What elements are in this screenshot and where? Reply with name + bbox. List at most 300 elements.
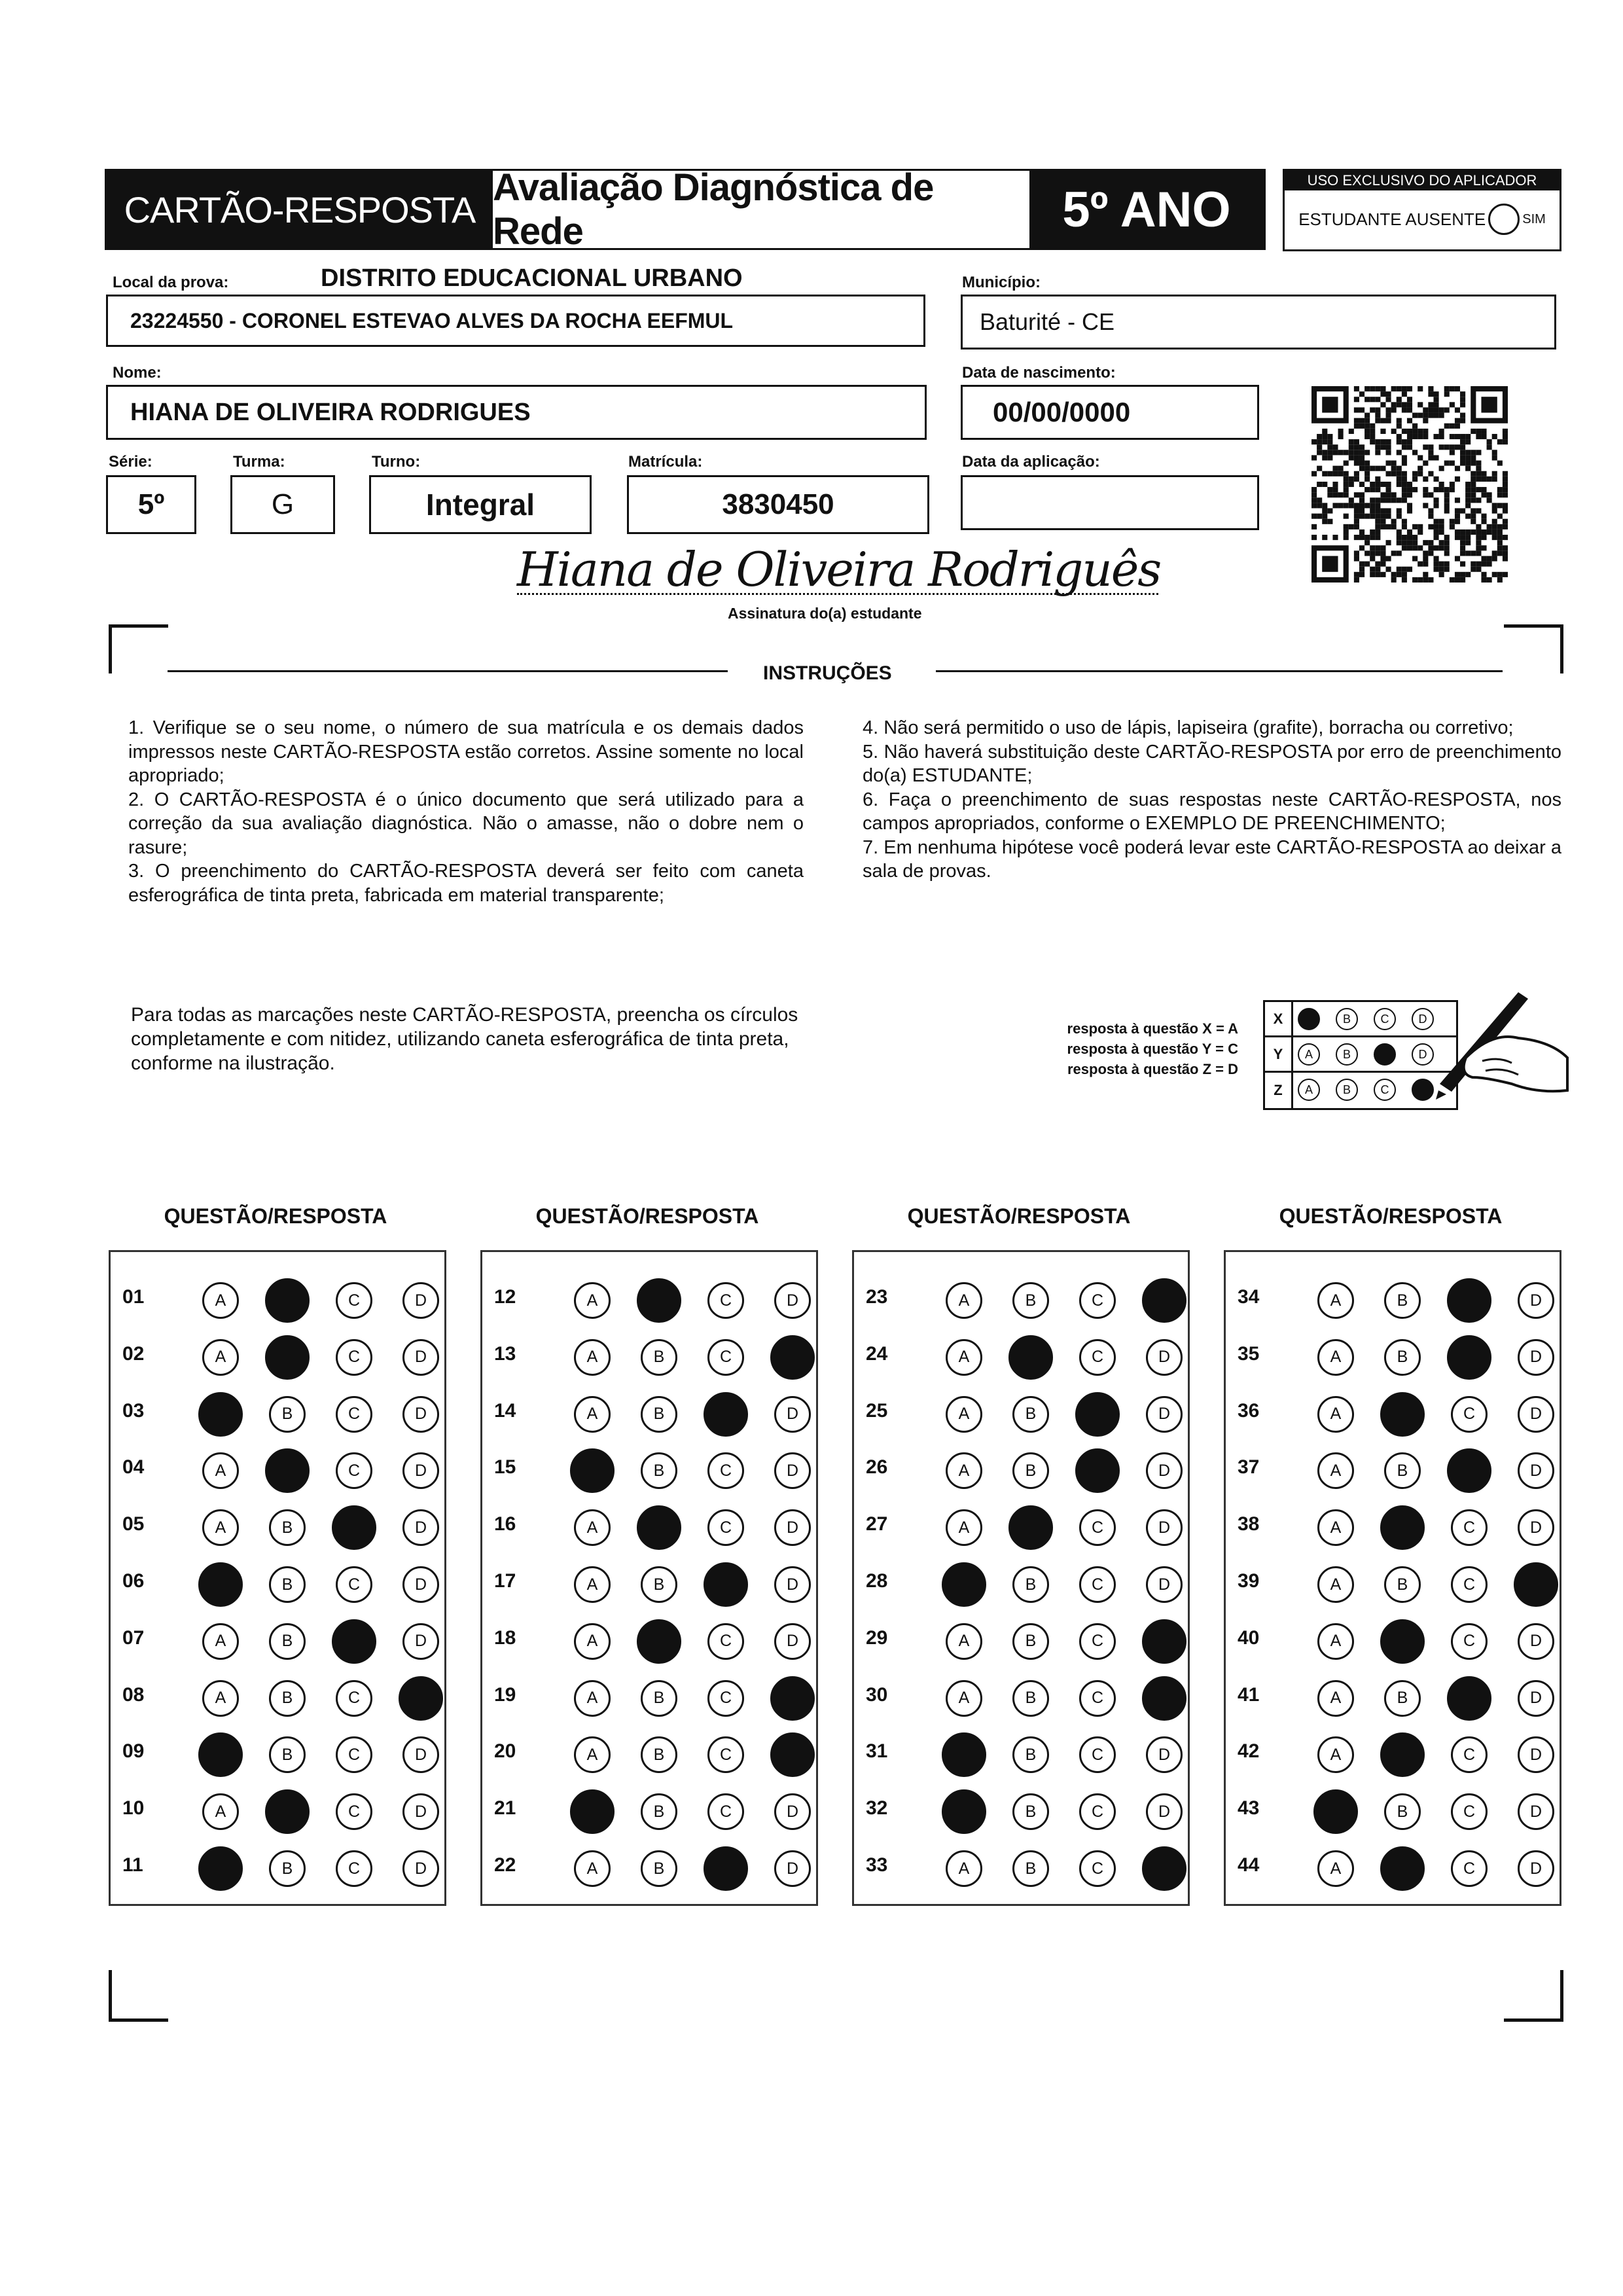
answer-bubble-b[interactable] <box>1380 1846 1425 1891</box>
example-bubble-a <box>1298 1008 1320 1030</box>
answer-bubble-a[interactable]: A <box>1317 1452 1354 1489</box>
question-number: 10 <box>122 1797 145 1820</box>
example-bubble-c: C <box>1374 1008 1396 1030</box>
answer-bubble-b[interactable] <box>265 1278 310 1323</box>
local-field: 23224550 - CORONEL ESTEVAO ALVES DA ROCHA EEFMUL <box>106 295 925 347</box>
answer-bubble-d[interactable]: D <box>402 1396 439 1433</box>
question-number: 38 <box>1238 1513 1260 1535</box>
answer-bubble-d[interactable]: D <box>774 1396 811 1433</box>
answer-bubble-c[interactable] <box>704 1562 748 1607</box>
instructions-rule-right <box>936 670 1503 672</box>
answer-bubble-c[interactable]: C <box>707 1509 744 1546</box>
answer-bubble-d[interactable]: D <box>402 1509 439 1546</box>
answer-bubble-b[interactable]: B <box>269 1736 306 1773</box>
answer-row <box>111 1782 444 1838</box>
answer-bubble-d[interactable]: D <box>402 1850 439 1887</box>
answer-bubble-b[interactable]: B <box>641 1396 677 1433</box>
answer-row <box>854 1327 1188 1384</box>
answer-bubble-a[interactable] <box>198 1562 243 1607</box>
answer-row <box>482 1611 816 1668</box>
answer-bubble-b[interactable]: B <box>1012 1793 1049 1830</box>
answer-bubble-d[interactable]: D <box>402 1339 439 1376</box>
answer-row <box>854 1554 1188 1611</box>
answer-bubble-b[interactable]: B <box>1012 1736 1049 1773</box>
answer-bubble-a[interactable]: A <box>574 1850 611 1887</box>
assessment-title: Avaliação Diagnóstica de Rede <box>493 171 1029 248</box>
answer-bubble-b[interactable] <box>637 1505 681 1550</box>
answer-bubble-d[interactable]: D <box>774 1793 811 1830</box>
answer-bubble-d[interactable]: D <box>1518 1793 1554 1830</box>
answer-bubble-a[interactable]: A <box>202 1339 239 1376</box>
answer-bubble-b[interactable]: B <box>1012 1282 1049 1319</box>
answer-row <box>1226 1327 1560 1384</box>
example-label-x: resposta à questão X = A <box>1067 1020 1238 1037</box>
answer-row <box>482 1498 816 1554</box>
answer-row <box>1226 1668 1560 1725</box>
question-number: 34 <box>1238 1286 1260 1308</box>
matricula-label: Matrícula: <box>628 453 703 471</box>
answer-bubble-c[interactable]: C <box>1451 1509 1488 1546</box>
answer-bubble-d[interactable]: D <box>1146 1793 1183 1830</box>
answer-bubble-d[interactable]: D <box>1518 1736 1554 1773</box>
question-number: 31 <box>866 1740 888 1763</box>
question-number: 14 <box>494 1399 516 1422</box>
answer-row <box>1226 1554 1560 1611</box>
answer-bubble-a[interactable]: A <box>574 1566 611 1603</box>
nome-field: HIANA DE OLIVEIRA RODRIGUES <box>106 385 927 440</box>
question-number: 15 <box>494 1456 516 1479</box>
answer-bubble-c[interactable]: C <box>707 1452 744 1489</box>
instruction-item: 5. Não haverá substituição deste CARTÃO-RESPOSTA por erro de preenchimento do(a) ESTUDANTE; <box>863 741 1561 786</box>
answer-bubble-a[interactable]: A <box>946 1396 982 1433</box>
answer-bubble-c[interactable]: C <box>1451 1793 1488 1830</box>
answer-bubble-b[interactable]: B <box>641 1339 677 1376</box>
answer-bubble-a[interactable]: A <box>946 1282 982 1319</box>
question-number: 44 <box>1238 1854 1260 1876</box>
answer-bubble-d[interactable]: D <box>1518 1339 1554 1376</box>
answer-bubble-a[interactable]: A <box>574 1339 611 1376</box>
answer-bubble-b[interactable]: B <box>1012 1623 1049 1660</box>
answer-bubble-d[interactable]: D <box>774 1509 811 1546</box>
answer-bubble-a[interactable] <box>198 1392 243 1437</box>
nascimento-label: Data de nascimento: <box>962 364 1116 382</box>
answer-row <box>854 1725 1188 1781</box>
answer-bubble-b[interactable] <box>637 1278 681 1323</box>
answer-bubble-a[interactable]: A <box>1317 1680 1354 1717</box>
answer-bubble-c[interactable]: C <box>707 1282 744 1319</box>
answer-bubble-d[interactable] <box>1142 1846 1186 1891</box>
answer-bubble-c[interactable]: C <box>1079 1680 1116 1717</box>
answer-bubble-d[interactable]: D <box>1146 1736 1183 1773</box>
answer-bubble-a[interactable]: A <box>1317 1850 1354 1887</box>
answer-bubble-a[interactable] <box>198 1732 243 1777</box>
serie-field: 5º <box>106 475 196 534</box>
answer-row <box>482 1441 816 1497</box>
answer-bubble-b[interactable] <box>1380 1505 1425 1550</box>
answer-bubble-b[interactable]: B <box>1384 1680 1421 1717</box>
question-number: 28 <box>866 1570 888 1592</box>
answer-bubble-c[interactable]: C <box>336 1736 372 1773</box>
example-bubble-d: D <box>1412 1008 1434 1030</box>
serie-label: Série: <box>109 453 152 471</box>
answer-row <box>482 1668 816 1725</box>
instruction-item: 4. Não será permitido o uso de lápis, lapiseira (grafite), borracha ou corretivo; <box>863 717 1514 738</box>
answer-row <box>482 1725 816 1781</box>
answer-bubble-a[interactable]: A <box>574 1282 611 1319</box>
question-number: 17 <box>494 1570 516 1592</box>
answer-bubble-c[interactable]: C <box>1079 1339 1116 1376</box>
answer-bubble-d[interactable]: D <box>1518 1850 1554 1887</box>
answer-bubble-c[interactable]: C <box>336 1680 372 1717</box>
answer-bubble-a[interactable]: A <box>1317 1736 1354 1773</box>
answer-bubble-b[interactable]: B <box>1012 1566 1049 1603</box>
answer-bubble-a[interactable]: A <box>946 1509 982 1546</box>
student-signature: Hiana de Oliveira Rodriguês <box>517 542 1161 597</box>
answer-bubble-c[interactable]: C <box>336 1396 372 1433</box>
answer-bubble-d[interactable]: D <box>402 1793 439 1830</box>
answer-bubble-c[interactable]: C <box>707 1680 744 1717</box>
question-number: 03 <box>122 1399 145 1422</box>
question-number: 07 <box>122 1626 145 1649</box>
answer-bubble-d[interactable]: D <box>402 1452 439 1489</box>
answer-bubble-b[interactable]: B <box>269 1509 306 1546</box>
answer-row <box>854 1441 1188 1497</box>
answer-row <box>482 1839 816 1895</box>
answer-bubble-c[interactable] <box>332 1505 376 1550</box>
municipio-label: Município: <box>962 274 1041 291</box>
answer-bubble-a[interactable]: A <box>946 1339 982 1376</box>
answer-bubble-b[interactable]: B <box>1012 1850 1049 1887</box>
answer-row <box>482 1327 816 1384</box>
turma-field: G <box>230 475 335 534</box>
answer-bubble-b[interactable] <box>265 1335 310 1380</box>
answer-bubble-b[interactable]: B <box>269 1396 306 1433</box>
question-number: 04 <box>122 1456 145 1479</box>
question-number: 02 <box>122 1342 145 1365</box>
absent-bubble[interactable] <box>1488 204 1520 235</box>
answer-bubble-b[interactable]: B <box>1384 1793 1421 1830</box>
question-number: 33 <box>866 1854 888 1876</box>
answer-bubble-a[interactable] <box>942 1789 986 1834</box>
answer-bubble-c[interactable]: C <box>1079 1623 1116 1660</box>
municipio-field: Baturité - CE <box>961 295 1556 350</box>
answer-bubble-d[interactable] <box>1142 1676 1186 1721</box>
answer-row <box>854 1384 1188 1441</box>
answer-row <box>111 1270 444 1327</box>
instruction-item: 2. O CARTÃO-RESPOSTA é o único documento que será utilizado para a correção da sua avaliação diagnóstica. Não o amasse, não o dobre nem o rasure; <box>128 789 804 858</box>
answer-bubble-c[interactable]: C <box>1079 1793 1116 1830</box>
answer-bubble-b[interactable] <box>1008 1335 1053 1380</box>
local-label: Local da prova: <box>113 274 229 291</box>
answer-bubble-c[interactable]: C <box>1451 1850 1488 1887</box>
example-question: X <box>1265 1002 1293 1035</box>
answer-bubble-b[interactable]: B <box>269 1623 306 1660</box>
example-bubble-c: C <box>1374 1079 1396 1101</box>
column-header: QUESTÃO/RESPOSTA <box>1279 1204 1503 1228</box>
answer-bubble-d[interactable]: D <box>1146 1396 1183 1433</box>
answer-bubble-b[interactable]: B <box>269 1680 306 1717</box>
answer-row <box>111 1441 444 1497</box>
answer-bubble-c[interactable]: C <box>1451 1623 1488 1660</box>
matricula-field: 3830450 <box>627 475 929 534</box>
answer-bubble-d[interactable] <box>1142 1278 1186 1323</box>
answer-bubble-d[interactable]: D <box>402 1566 439 1603</box>
answer-bubble-d[interactable]: D <box>774 1850 811 1887</box>
answer-bubble-c[interactable]: C <box>707 1339 744 1376</box>
example-question: Y <box>1265 1037 1293 1071</box>
answer-row <box>482 1782 816 1838</box>
fill-note: Para todas as marcações neste CARTÃO-RESPOSTA, preencha os círculos completamente e com nitidez, utilizando caneta esferográfica de tinta preta, conforme na ilustração. <box>131 1004 798 1074</box>
answer-bubble-a[interactable]: A <box>202 1680 239 1717</box>
answer-bubble-d[interactable]: D <box>1146 1566 1183 1603</box>
question-number: 23 <box>866 1286 888 1308</box>
answer-bubble-c[interactable]: C <box>707 1793 744 1830</box>
answer-bubble-b[interactable] <box>1380 1619 1425 1664</box>
corner-mark-top-right <box>1504 624 1563 673</box>
answer-bubble-a[interactable]: A <box>1317 1623 1354 1660</box>
answer-column <box>852 1250 1190 1906</box>
answer-bubble-b[interactable]: B <box>1012 1452 1049 1489</box>
example-label-z: resposta à questão Z = D <box>1067 1061 1238 1077</box>
answer-bubble-a[interactable]: A <box>202 1509 239 1546</box>
answer-bubble-d[interactable]: D <box>1518 1623 1554 1660</box>
answer-bubble-c[interactable] <box>1447 1448 1491 1493</box>
answer-bubble-d[interactable]: D <box>1518 1680 1554 1717</box>
answer-bubble-a[interactable]: A <box>574 1680 611 1717</box>
qr-code-icon <box>1311 386 1508 583</box>
answer-bubble-b[interactable]: B <box>1012 1396 1049 1433</box>
answer-bubble-b[interactable]: B <box>641 1850 677 1887</box>
answer-bubble-a[interactable] <box>198 1846 243 1891</box>
aplicacao-label: Data da aplicação: <box>962 453 1100 471</box>
instruction-item: 1. Verifique se o seu nome, o número de sua matrícula e os demais dados impressos neste CARTÃO-RESPOSTA estão corretos. Assine somente no local apropriado; <box>128 717 804 786</box>
answer-bubble-a[interactable]: A <box>202 1623 239 1660</box>
nome-label: Nome: <box>113 364 162 382</box>
answer-bubble-c[interactable] <box>1075 1448 1120 1493</box>
question-number: 32 <box>866 1797 888 1820</box>
question-number: 11 <box>122 1854 143 1876</box>
instruction-item: 3. O preenchimento do CARTÃO-RESPOSTA deverá ser feito com caneta esferográfica de tinta preta, fabricada em material transparente; <box>128 861 804 906</box>
answer-bubble-c[interactable]: C <box>1451 1736 1488 1773</box>
answer-bubble-d[interactable] <box>399 1676 443 1721</box>
answer-bubble-b[interactable]: B <box>1384 1282 1421 1319</box>
answer-bubble-c[interactable]: C <box>1079 1736 1116 1773</box>
question-number: 27 <box>866 1513 888 1535</box>
question-number: 36 <box>1238 1399 1260 1422</box>
answer-bubble-b[interactable] <box>1380 1392 1425 1437</box>
answer-bubble-d[interactable] <box>770 1732 815 1777</box>
answer-row <box>854 1782 1188 1838</box>
answer-bubble-a[interactable]: A <box>574 1396 611 1433</box>
answer-bubble-c[interactable] <box>704 1846 748 1891</box>
instruction-item: 7. Em nenhuma hipótese você poderá levar este CARTÃO-RESPOSTA ao deixar a sala de provas. <box>863 836 1561 882</box>
answer-bubble-a[interactable]: A <box>946 1452 982 1489</box>
answer-bubble-b[interactable]: B <box>641 1566 677 1603</box>
answer-row <box>854 1270 1188 1327</box>
answer-bubble-a[interactable]: A <box>1317 1396 1354 1433</box>
answer-bubble-a[interactable]: A <box>574 1623 611 1660</box>
answer-row <box>111 1668 444 1725</box>
answer-bubble-a[interactable]: A <box>202 1793 239 1830</box>
answer-bubble-b[interactable] <box>1380 1732 1425 1777</box>
answer-bubble-d[interactable] <box>770 1335 815 1380</box>
answer-bubble-a[interactable] <box>1313 1789 1358 1834</box>
question-number: 43 <box>1238 1797 1260 1820</box>
answer-row <box>482 1270 816 1327</box>
example-bubble-a: A <box>1298 1043 1320 1066</box>
answer-bubble-d[interactable]: D <box>1146 1339 1183 1376</box>
question-number: 12 <box>494 1286 516 1308</box>
answer-row <box>1226 1839 1560 1895</box>
answer-bubble-a[interactable]: A <box>946 1850 982 1887</box>
answer-bubble-c[interactable]: C <box>336 1850 372 1887</box>
example-bubble-b: B <box>1336 1043 1358 1066</box>
question-number: 06 <box>122 1570 145 1592</box>
question-number: 08 <box>122 1683 145 1706</box>
question-number: 40 <box>1238 1626 1260 1649</box>
question-number: 29 <box>866 1626 888 1649</box>
answer-row <box>1226 1441 1560 1497</box>
example-bubble-b: B <box>1336 1008 1358 1030</box>
answer-row <box>111 1384 444 1441</box>
answer-bubble-d[interactable]: D <box>1518 1396 1554 1433</box>
grade-label: 5º ANO <box>1029 171 1264 248</box>
aplicacao-field <box>961 475 1259 530</box>
answer-row <box>1226 1611 1560 1668</box>
answer-bubble-b[interactable]: B <box>269 1850 306 1887</box>
answer-bubble-d[interactable] <box>1514 1562 1558 1607</box>
answer-bubble-b[interactable]: B <box>269 1566 306 1603</box>
answer-bubble-b[interactable] <box>637 1619 681 1664</box>
answer-bubble-b[interactable]: B <box>1384 1339 1421 1376</box>
instructions-title: INSTRUÇÕES <box>763 662 892 684</box>
answer-bubble-d[interactable] <box>1142 1619 1186 1664</box>
answer-bubble-b[interactable] <box>265 1448 310 1493</box>
question-number: 09 <box>122 1740 145 1763</box>
question-number: 21 <box>494 1797 516 1820</box>
answer-bubble-d[interactable]: D <box>774 1566 811 1603</box>
answer-bubble-a[interactable]: A <box>574 1509 611 1546</box>
answer-bubble-a[interactable]: A <box>202 1452 239 1489</box>
answer-bubble-a[interactable]: A <box>1317 1566 1354 1603</box>
answer-bubble-a[interactable]: A <box>1317 1509 1354 1546</box>
question-number: 19 <box>494 1683 516 1706</box>
answer-row <box>854 1611 1188 1668</box>
answer-column <box>1224 1250 1561 1906</box>
answer-bubble-c[interactable]: C <box>336 1793 372 1830</box>
nascimento-field: 00/00/0000 <box>961 385 1259 440</box>
answer-bubble-a[interactable]: A <box>574 1736 611 1773</box>
answer-bubble-b[interactable]: B <box>641 1680 677 1717</box>
answer-bubble-d[interactable]: D <box>1518 1509 1554 1546</box>
answer-bubble-d[interactable]: D <box>1146 1509 1183 1546</box>
example-label-y: resposta à questão Y = C <box>1067 1041 1238 1057</box>
answer-bubble-a[interactable]: A <box>1317 1282 1354 1319</box>
answer-bubble-b[interactable]: B <box>641 1452 677 1489</box>
signature-caption: Assinatura do(a) estudante <box>728 605 922 622</box>
answer-bubble-b[interactable] <box>1008 1505 1053 1550</box>
turma-label: Turma: <box>233 453 285 471</box>
answer-row <box>111 1554 444 1611</box>
answer-bubble-d[interactable] <box>770 1676 815 1721</box>
answer-bubble-c[interactable] <box>1447 1278 1491 1323</box>
answer-row <box>854 1668 1188 1725</box>
answer-bubble-a[interactable] <box>942 1732 986 1777</box>
answer-bubble-b[interactable]: B <box>641 1793 677 1830</box>
question-number: 37 <box>1238 1456 1260 1479</box>
question-number: 35 <box>1238 1342 1260 1365</box>
answer-row <box>111 1725 444 1781</box>
answer-bubble-d[interactable]: D <box>402 1623 439 1660</box>
answer-bubble-c[interactable]: C <box>1451 1396 1488 1433</box>
example-question: Z <box>1265 1073 1293 1108</box>
column-header: QUESTÃO/RESPOSTA <box>164 1204 387 1228</box>
answer-bubble-c[interactable]: C <box>707 1736 744 1773</box>
answer-bubble-c[interactable]: C <box>336 1282 372 1319</box>
answer-bubble-c[interactable]: C <box>707 1623 744 1660</box>
answer-row <box>1226 1725 1560 1781</box>
applicator-box <box>1283 169 1561 251</box>
answer-bubble-d[interactable]: D <box>402 1736 439 1773</box>
answer-bubble-a[interactable]: A <box>1317 1339 1354 1376</box>
answer-bubble-c[interactable] <box>704 1392 748 1437</box>
answer-bubble-a[interactable]: A <box>946 1680 982 1717</box>
answer-bubble-c[interactable]: C <box>1079 1282 1116 1319</box>
answer-row <box>482 1554 816 1611</box>
answer-bubble-d[interactable]: D <box>774 1452 811 1489</box>
answer-bubble-b[interactable]: B <box>1384 1452 1421 1489</box>
answer-bubble-b[interactable]: B <box>1384 1566 1421 1603</box>
answer-bubble-d[interactable]: D <box>402 1282 439 1319</box>
answer-bubble-d[interactable]: D <box>1518 1452 1554 1489</box>
answer-bubble-d[interactable]: D <box>1146 1452 1183 1489</box>
answer-bubble-c[interactable]: C <box>1079 1850 1116 1887</box>
answer-bubble-c[interactable] <box>1447 1335 1491 1380</box>
answer-bubble-d[interactable]: D <box>774 1282 811 1319</box>
answer-bubble-a[interactable] <box>942 1562 986 1607</box>
answer-bubble-b[interactable]: B <box>1012 1680 1049 1717</box>
card-header <box>105 166 1266 253</box>
answer-bubble-c[interactable]: C <box>336 1452 372 1489</box>
answer-bubble-a[interactable]: A <box>946 1623 982 1660</box>
answer-bubble-c[interactable] <box>1447 1676 1491 1721</box>
corner-mark-bottom-right <box>1504 1970 1563 2022</box>
answer-bubble-c[interactable]: C <box>1079 1566 1116 1603</box>
question-number: 30 <box>866 1683 888 1706</box>
answer-bubble-a[interactable]: A <box>202 1282 239 1319</box>
answer-bubble-b[interactable]: B <box>641 1736 677 1773</box>
instructions-right <box>863 716 1561 884</box>
answer-bubble-d[interactable]: D <box>774 1623 811 1660</box>
question-number: 41 <box>1238 1683 1260 1706</box>
answer-bubble-b[interactable] <box>265 1789 310 1834</box>
answer-row <box>854 1839 1188 1895</box>
answer-bubble-a[interactable] <box>570 1448 615 1493</box>
instruction-item: 6. Faça o preenchimento de suas respostas neste CARTÃO-RESPOSTA, nos campos apropriados, conforme o EXEMPLO DE PREENCHIMENTO; <box>863 789 1561 834</box>
answer-bubble-c[interactable] <box>1075 1392 1120 1437</box>
answer-bubble-d[interactable]: D <box>1518 1282 1554 1319</box>
answer-bubble-c[interactable]: C <box>1451 1566 1488 1603</box>
answer-bubble-a[interactable] <box>570 1789 615 1834</box>
answer-bubble-c[interactable]: C <box>336 1566 372 1603</box>
question-number: 39 <box>1238 1570 1260 1592</box>
answer-bubble-c[interactable]: C <box>336 1339 372 1376</box>
answer-bubble-c[interactable] <box>332 1619 376 1664</box>
card-title: CARTÃO-RESPOSTA <box>107 171 493 248</box>
answer-bubble-c[interactable]: C <box>1079 1509 1116 1546</box>
question-number: 18 <box>494 1626 516 1649</box>
answer-row <box>111 1498 444 1554</box>
